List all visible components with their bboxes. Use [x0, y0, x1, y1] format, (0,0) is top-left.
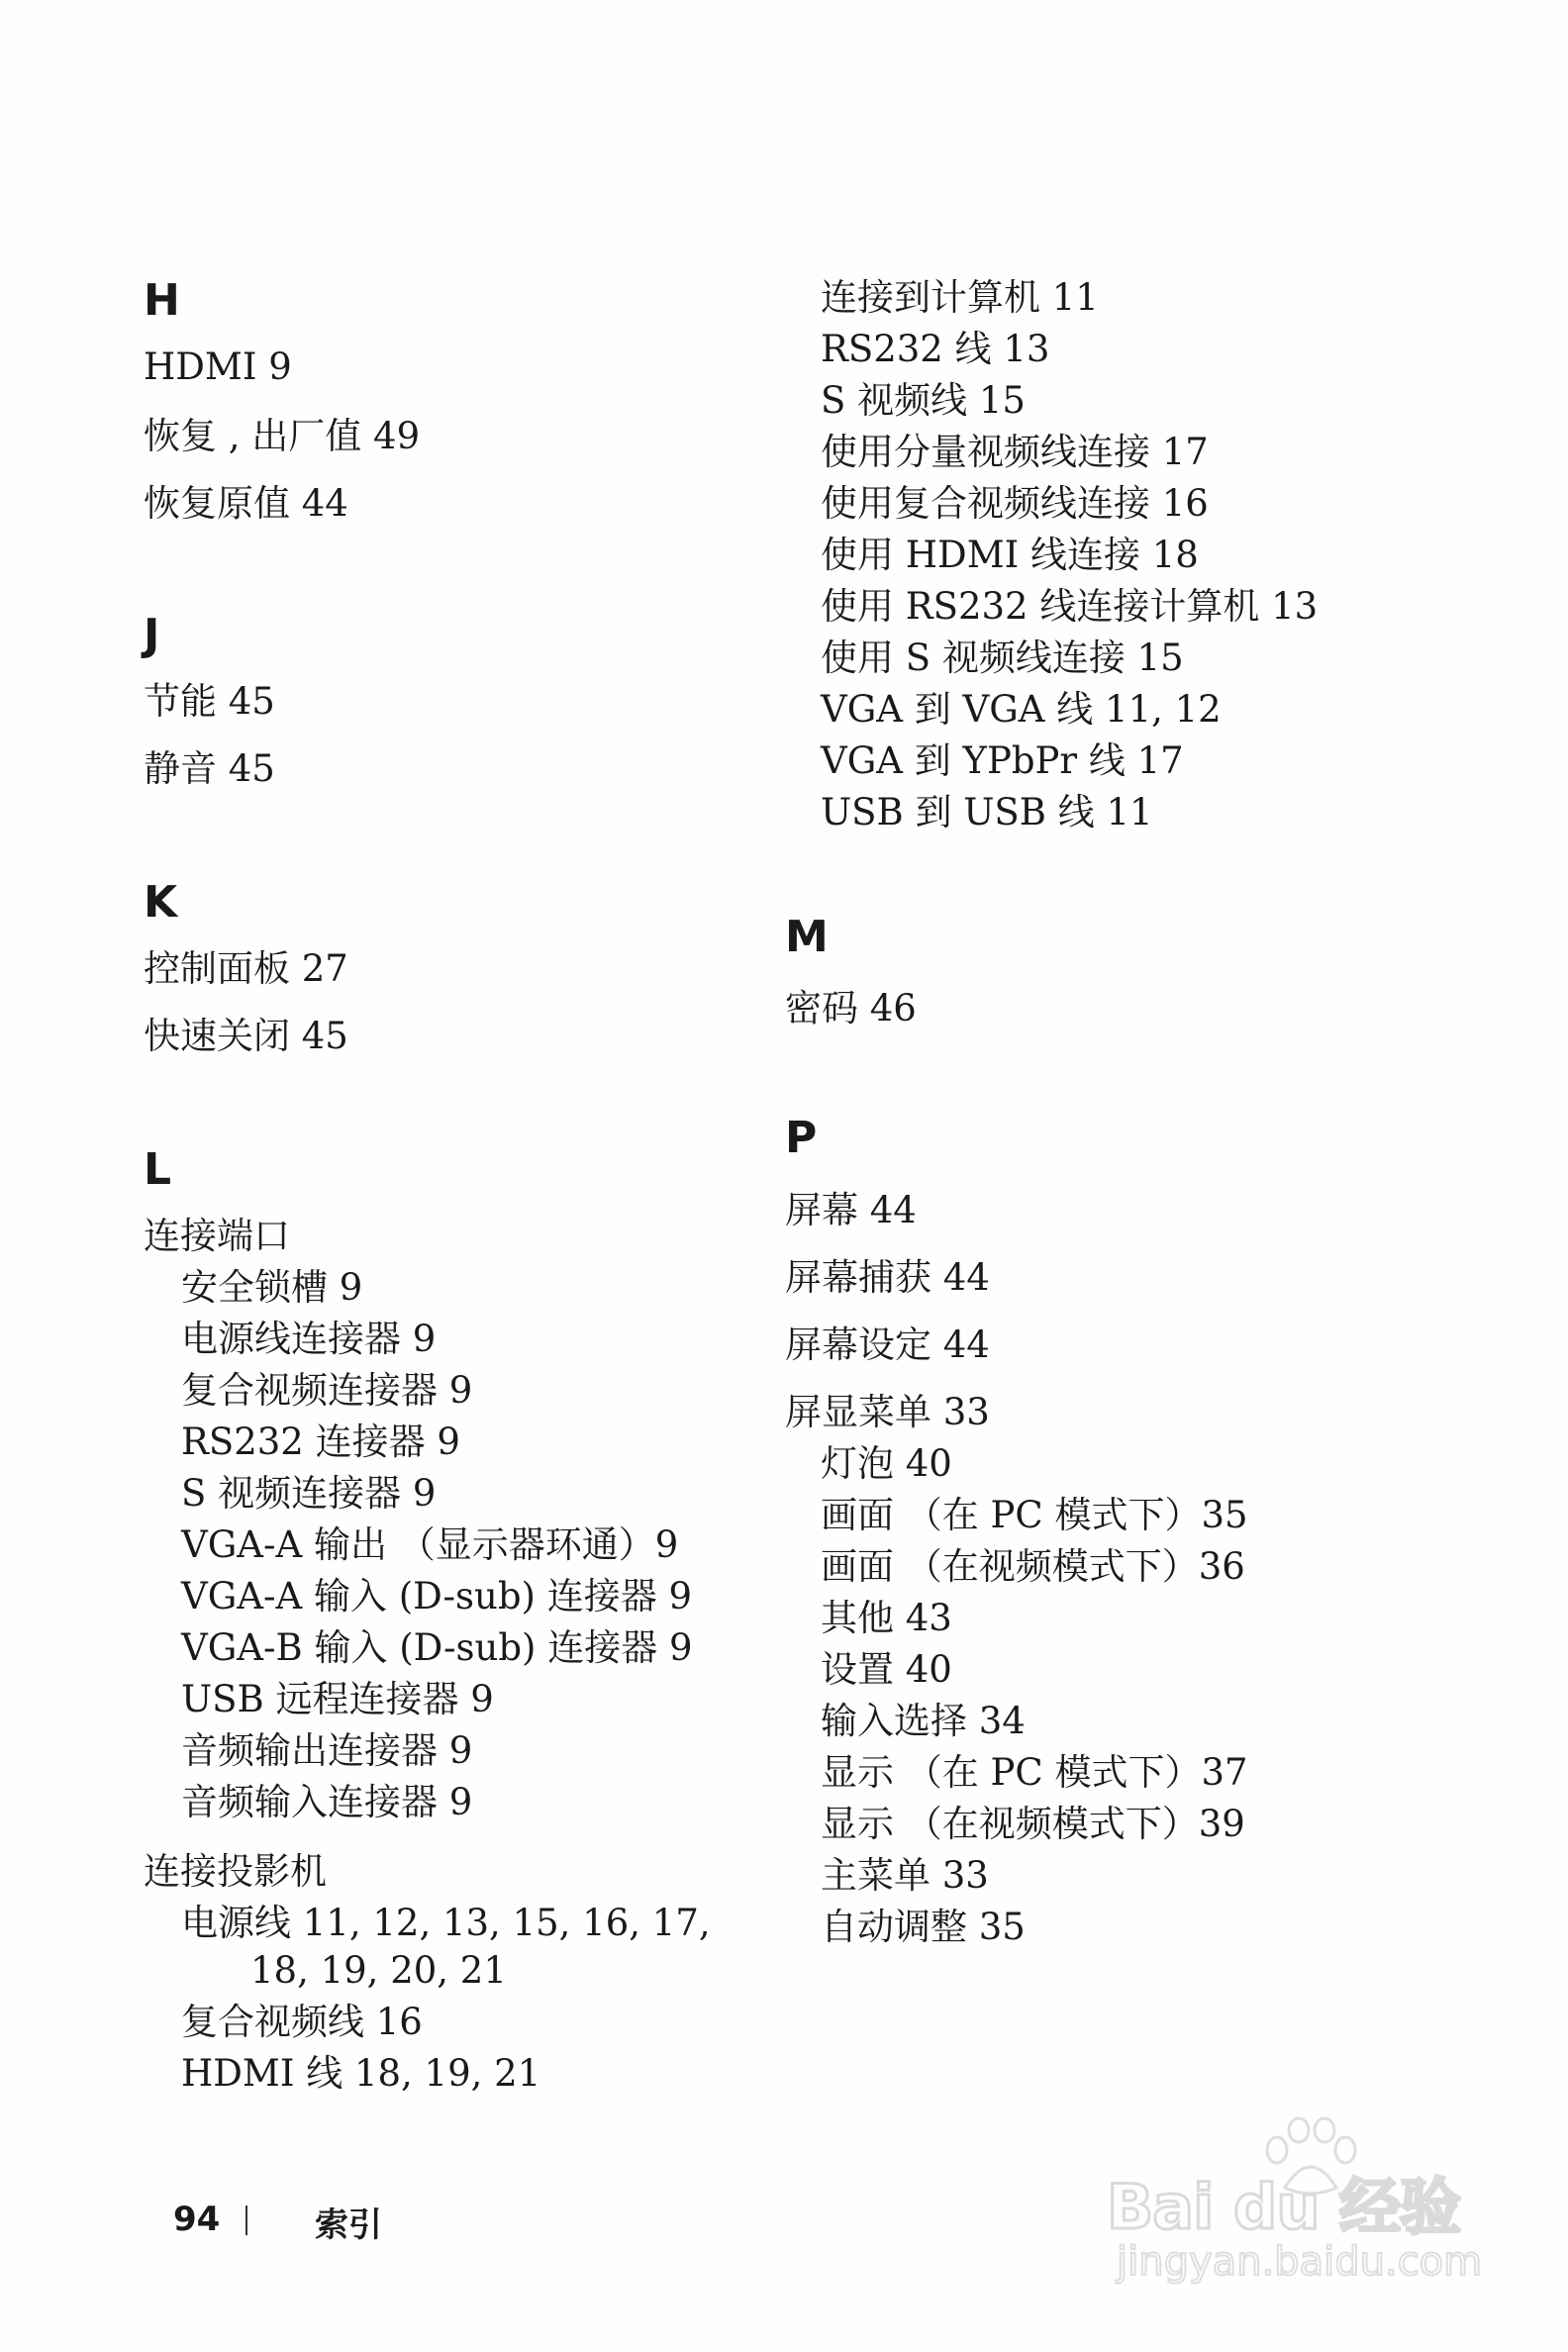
index-subentry: 电源线 11, 12, 13, 15, 16, 17,: [181, 1902, 711, 1944]
index-subentry: 显示 （在 PC 模式下）37: [821, 1751, 1248, 1794]
index-subentry: 连接到计算机 11: [821, 276, 1099, 319]
index-subentry: RS232 线 13: [821, 328, 1050, 370]
index-entry: 恢复原值 44: [144, 482, 348, 525]
index-subentry: USB 到 USB 线 11: [821, 791, 1153, 833]
index-entry: 静音 45: [144, 747, 275, 790]
index-subentry: 电源线连接器 9: [181, 1318, 437, 1360]
index-entry: 屏幕设定 44: [785, 1323, 990, 1366]
index-subentry: 主菜单 33: [821, 1854, 989, 1897]
index-subentry: VGA-A 输入 (D-sub) 连接器 9: [181, 1575, 693, 1617]
index-subentry: S 视频连接器 9: [181, 1472, 437, 1515]
index-entry: 快速关闭 45: [144, 1015, 348, 1057]
index-subentry: 音频输出连接器 9: [181, 1729, 473, 1772]
watermark-brand: Bai du 经验: [1107, 2171, 1461, 2243]
index-subentry: 输入选择 34: [821, 1700, 1026, 1742]
index-subentry: 画面 （在 PC 模式下）35: [821, 1494, 1248, 1536]
index-subentry: 设置 40: [821, 1648, 952, 1691]
index-subentry: HDMI 线 18, 19, 21: [181, 2052, 541, 2095]
index-entry-continuation: 18, 19, 20, 21: [250, 1949, 507, 1992]
section-title: 索引: [315, 2205, 382, 2245]
index-entry: 密码 46: [785, 987, 917, 1029]
index-subentry: VGA 到 YPbPr 线 17: [821, 739, 1184, 782]
index-subentry: 安全锁槽 9: [181, 1266, 363, 1309]
index-subentry: S 视频线 15: [821, 379, 1026, 422]
index-subentry: 灯泡 40: [821, 1442, 952, 1485]
index-letter-heading: L: [144, 1144, 172, 1195]
page-number: 94: [173, 2200, 221, 2239]
index-entry: 屏显菜单 33: [785, 1391, 990, 1433]
index-subentry: 显示 （在视频模式下）39: [821, 1803, 1245, 1845]
watermark-url: jingyan.baidu.com: [1117, 2239, 1483, 2285]
index-entry: 屏幕 44: [785, 1189, 917, 1231]
index-subentry: 其他 43: [821, 1597, 952, 1639]
index-entry: 连接投影机: [144, 1850, 327, 1893]
index-entry: HDMI 9: [144, 345, 292, 388]
index-letter-heading: J: [144, 610, 160, 660]
index-letter-heading: K: [144, 877, 178, 928]
index-entry: 恢复 , 出厂值 49: [144, 415, 421, 457]
index-entry: 控制面板 27: [144, 947, 348, 990]
index-subentry: 使用 S 视频线连接 15: [821, 637, 1184, 679]
index-entry: 节能 45: [144, 680, 275, 723]
index-entry: 连接端口: [144, 1215, 290, 1257]
index-subentry: 使用 HDMI 线连接 18: [821, 534, 1199, 576]
index-subentry: 复合视频连接器 9: [181, 1369, 473, 1412]
index-subentry: USB 远程连接器 9: [181, 1678, 494, 1720]
index-subentry: VGA-A 输出 （显示器环通）9: [181, 1523, 679, 1566]
index-subentry: 画面 （在视频模式下）36: [821, 1545, 1245, 1588]
baidu-jingyan-watermark: [1107, 2116, 1483, 2304]
index-subentry: VGA 到 VGA 线 11, 12: [821, 688, 1222, 731]
index-letter-heading: P: [785, 1113, 818, 1163]
index-subentry: 使用 RS232 线连接计算机 13: [821, 585, 1319, 628]
index-subentry: 复合视频线 16: [181, 2001, 423, 2043]
index-letter-heading: M: [785, 912, 829, 962]
footer-separator: [245, 2205, 247, 2235]
index-subentry: RS232 连接器 9: [181, 1421, 460, 1463]
index-subentry: 使用复合视频线连接 16: [821, 482, 1209, 525]
index-subentry: 自动调整 35: [821, 1906, 1026, 1948]
index-subentry: 音频输入连接器 9: [181, 1781, 473, 1823]
index-subentry: 使用分量视频线连接 17: [821, 431, 1209, 473]
index-entry: 屏幕捕获 44: [785, 1256, 990, 1299]
index-letter-heading: H: [144, 275, 180, 326]
index-subentry: VGA-B 输入 (D-sub) 连接器 9: [181, 1626, 693, 1669]
